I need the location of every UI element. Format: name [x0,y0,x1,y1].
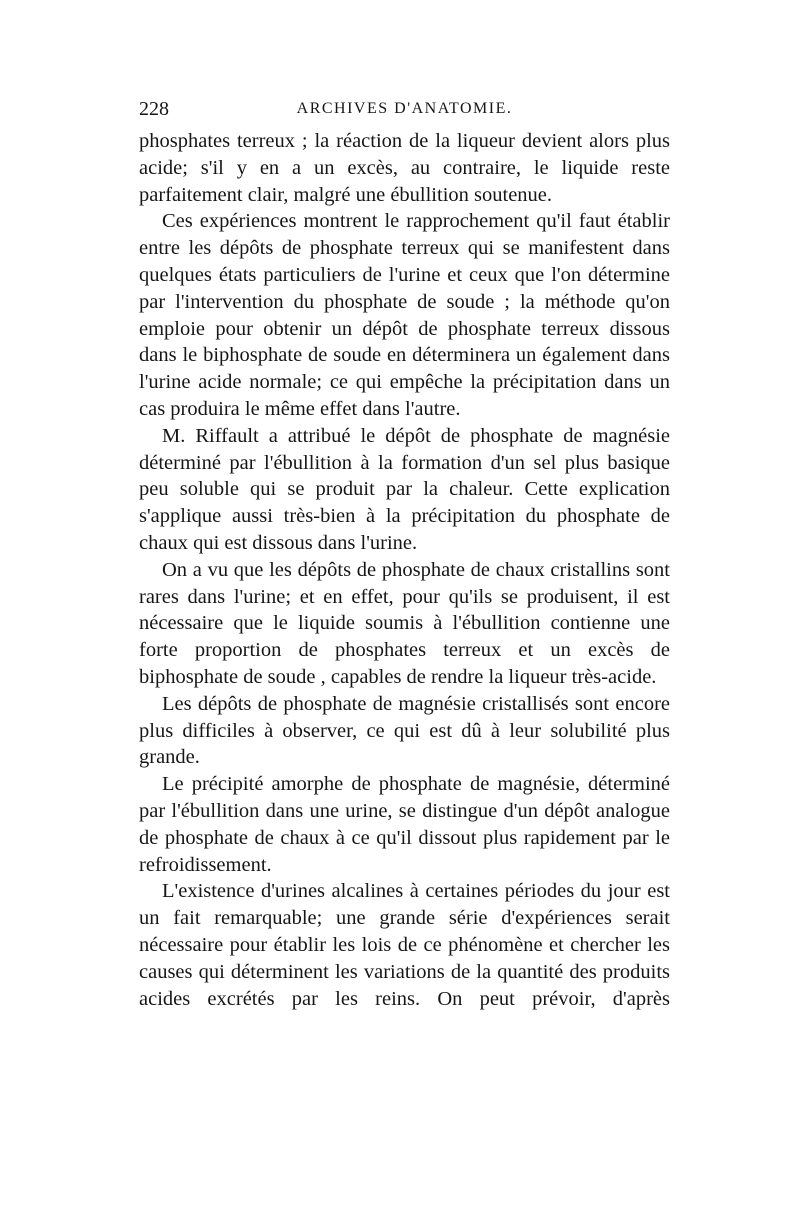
paragraph-5: Les dépôts de phosphate de magnésie cristallisés sont encore plus difficiles à observer, ce qui est dû à leur solubilité plus grande. [139,692,670,769]
book-page [139,94,670,1012]
paragraph-7: L'existence d'urines alcalines à certaines périodes du jour est un fait remarquable; une grande série d'expériences serait nécessaire pour établir les lois de ce phénomène et chercher les causes qui déterminent les variations de la quantité des produits acides excrétés par les reins. On peut prévoir, d'après [139,880,670,1010]
paragraph-6: Le précipité amorphe de phosphate de magnésie, déterminé par l'ébullition dans une urine, se distingue d'un dépôt analogue de phosphate de chaux à ce qu'il dissout plus rapidement par le refroidissement. [139,773,670,876]
paragraph-4: On a vu que les dépôts de phosphate de chaux cristallins sont rares dans l'urine; et en effet, pour qu'ils se produisent, il est nécessaire que le liquide soumis à l'ébullition contienne une forte proportion de phosphates terreux et un excès de biphosphate de soude , capables de rendre la liqueur très-acide. [139,558,670,688]
paragraph-2: Ces expériences montrent le rapprochement qu'il faut établir entre les dépôts de phosphate terreux qui se manifestent dans quelques états particuliers de l'urine et ceux que l'on détermine par l'intervention du phosphate de soude ; la méthode qu'on emploie pour obtenir un dépôt de phosphate terreux dissous dans le biphosphate de soude en déterminera un également dans l'urine acide normale; ce qui empêche la précipitation dans un cas produira le même effet dans l'autre. [139,210,670,420]
body-text [139,128,670,1012]
running-title: ARCHIVES D'ANATOMIE. [296,100,513,117]
page-number: 228 [139,98,169,120]
page-header [139,94,670,128]
paragraph-3: M. Riffault a attribué le dépôt de phosphate de magnésie déterminé par l'ébullition à la formation d'un sel plus basique peu soluble qui se produit par la chaleur. Cette explication s'applique aussi très-bien à la précipitation du phosphate de chaux qui est dissous dans l'urine. [139,424,670,554]
paragraph-1: phosphates terreux ; la réaction de la liqueur devient alors plus acide; s'il y en a un excès, au contraire, le liquide reste parfaitement clair, malgré une ébullition soutenue. [139,130,670,206]
